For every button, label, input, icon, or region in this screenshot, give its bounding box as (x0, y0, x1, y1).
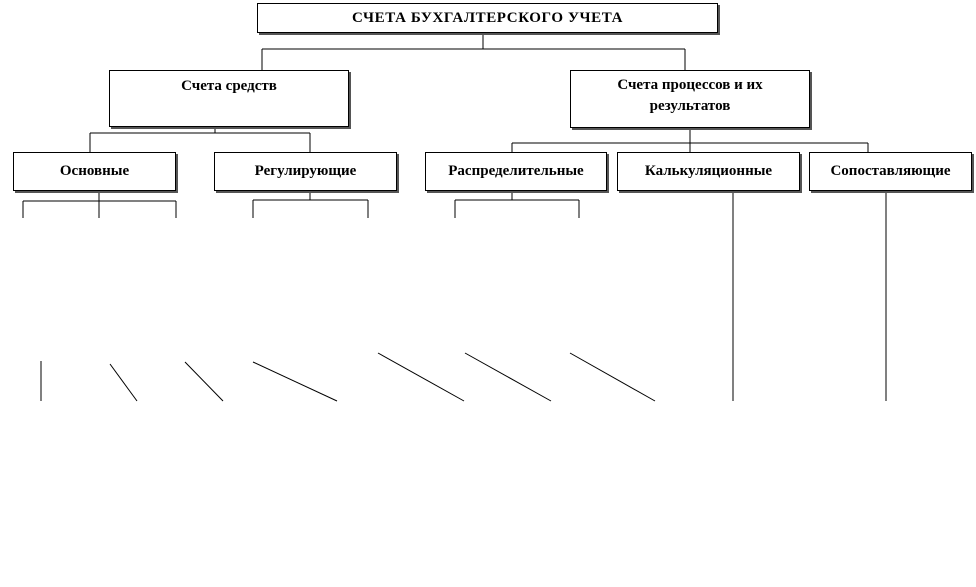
node-comparative-accounts (809, 152, 972, 191)
lower-stroke-3 (185, 362, 223, 401)
node-comparative-accounts-label: Сопоставляющие (830, 163, 951, 179)
node-process-accounts-label-line2: результатов (649, 98, 731, 114)
lower-stroke-2 (110, 364, 137, 401)
node-process-accounts-label-line1: Счета процессов и их (617, 77, 763, 93)
node-process-accounts (570, 70, 810, 128)
node-distributive-accounts-label: Распределительные (448, 163, 584, 179)
node-costing-accounts (617, 152, 800, 191)
node-basic-accounts (13, 152, 176, 191)
lower-stroke-4 (253, 362, 337, 401)
node-basic-accounts-label: Основные (59, 163, 130, 179)
node-means-accounts (109, 70, 349, 127)
node-accounting-accounts (257, 3, 718, 33)
lower-stroke-5 (378, 353, 464, 401)
lower-stroke-6 (465, 353, 551, 401)
node-accounting-accounts-label: СЧЕТА БУХГАЛТЕРСКОГО УЧЕТА (351, 10, 624, 26)
node-regulating-accounts-label: Регулирующие (254, 163, 357, 179)
node-distributive-accounts (425, 152, 607, 191)
lower-stroke-7 (570, 353, 655, 401)
node-regulating-accounts (214, 152, 397, 191)
node-means-accounts-label: Счета средств (181, 78, 277, 94)
node-costing-accounts-label: Калькуляционные (644, 163, 773, 179)
